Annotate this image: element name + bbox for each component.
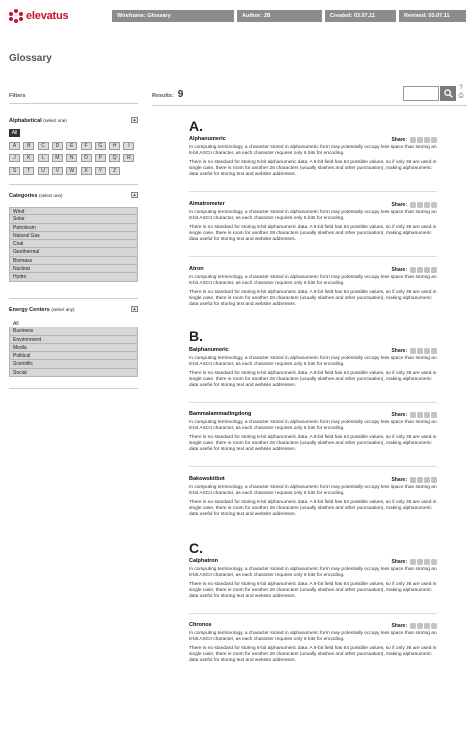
letter-filter-j[interactable]: J — [9, 154, 20, 162]
section-letter: C. — [189, 540, 203, 556]
energy-centers-hint: (select any) — [51, 307, 75, 312]
letter-filter-o[interactable]: O — [81, 154, 92, 162]
entry-description: There is no standard for storing 6-bit alphanumeric data. A 6-bit field has 64 possible values, so if only 36 are used in single case, there is room for another 28 characters (usually slashes and other punctuation), making alphanumeric data useful for storing text and website addresses. — [189, 371, 437, 388]
letter-filter-i[interactable]: I — [123, 142, 134, 150]
entry-description: In computing terminology, a character stored in alphanumeric form may potentially occupy less space than storing an 8-bit ASCII character, as each character requires only 6 bits for encoding. — [189, 420, 437, 431]
share-icon[interactable] — [431, 202, 437, 208]
divider — [189, 613, 437, 614]
share-label: Share: — [391, 136, 407, 143]
letter-filter-d[interactable]: D — [52, 142, 63, 150]
share-label: Share: — [391, 347, 407, 354]
filters-label: Filters — [9, 93, 26, 99]
share-icon[interactable] — [417, 623, 423, 629]
divider — [189, 466, 437, 467]
share-icon[interactable] — [424, 202, 430, 208]
section-letter: A. — [189, 118, 203, 134]
filter-item-media[interactable]: Media — [9, 344, 138, 352]
categories-title: Categories — [9, 193, 38, 199]
share-icon[interactable] — [410, 348, 416, 354]
entry-term: Calphatron — [189, 558, 219, 564]
entry-description: In computing terminology, a character stored in alphanumeric form may potentially occupy less space than storing an 8-bit ASCII character, as each character requires only 6 bits for encoding. — [189, 210, 437, 221]
share-label: Share: — [391, 411, 407, 418]
glossary-entry — [189, 135, 437, 178]
filter-item-environment[interactable]: Environment — [9, 336, 138, 344]
created-date: Created: 03.07.11 — [325, 10, 397, 22]
share-icon[interactable] — [431, 559, 437, 565]
share-label: Share: — [391, 266, 407, 273]
share-controls — [391, 557, 437, 566]
divider — [9, 298, 138, 299]
categories-list — [9, 207, 138, 282]
divider — [152, 105, 467, 106]
share-icon[interactable] — [431, 412, 437, 418]
filter-item-natural-gas[interactable]: Natural Gas — [9, 232, 138, 240]
share-icon[interactable] — [424, 559, 430, 565]
letter-filter-l[interactable]: L — [38, 154, 49, 162]
entry-term: Chronos — [189, 622, 212, 628]
share-icon[interactable] — [417, 348, 423, 354]
filter-item-solar[interactable]: Solar — [9, 215, 138, 223]
search-icon — [444, 89, 453, 98]
wireframe-title: Wireframe: Glossary — [112, 10, 235, 22]
section-letter: B. — [189, 328, 203, 344]
entry-term: Alphanumeric — [189, 136, 226, 142]
share-icon[interactable] — [431, 477, 437, 483]
entry-description: In computing terminology, a character stored in alphanumeric form may potentially occupy less space than storing an 8-bit ASCII character, as each character requires only 6 bits for encoding. — [189, 356, 437, 367]
letter-filter-a[interactable]: A — [9, 142, 20, 150]
collapse-icon[interactable]: ▲ — [132, 117, 137, 122]
categories-heading — [9, 193, 138, 199]
divider — [189, 402, 437, 403]
letter-filter-u[interactable]: U — [38, 167, 49, 175]
letter-filter-w[interactable]: W — [66, 167, 77, 175]
glossary-entry — [189, 475, 437, 518]
letter-filter-p[interactable]: P — [95, 154, 106, 162]
share-icon[interactable] — [417, 202, 423, 208]
letter-filter-x[interactable]: X — [81, 167, 92, 175]
share-icon[interactable] — [431, 348, 437, 354]
page-title: Glossary — [9, 53, 52, 64]
search-button[interactable] — [440, 86, 456, 101]
glossary-entry — [189, 621, 437, 664]
logo[interactable] — [9, 9, 68, 23]
divider — [9, 184, 138, 185]
share-icon[interactable] — [410, 412, 416, 418]
filter-item-wind[interactable]: Wind — [9, 207, 138, 215]
results-label: Results: — [152, 93, 174, 99]
entry-description: There is no standard for storing 6-bit alphanumeric data. A 6-bit field has 64 possible values, so if only 36 are used in single case, there is room for another 28 characters (usually slashes and other punctuation), making alphanumeric data useful for storing text and website addresses. — [189, 582, 437, 599]
glossary-entry — [189, 346, 437, 389]
glossary-entry — [189, 410, 437, 453]
entry-description: There is no standard for storing 6-bit alphanumeric data. A 6-bit field has 64 possible values, so if only 36 are used in single case, there is room for another 28 characters (usually slashes and other punctuation), making alphanumeric data useful for storing text and website addresses. — [189, 435, 437, 452]
entry-term: Bakowskitbot — [189, 476, 225, 482]
results-summary — [152, 89, 183, 100]
letter-filter-n[interactable]: N — [66, 154, 77, 162]
letter-filter-m[interactable]: M — [52, 154, 63, 162]
divider — [9, 388, 138, 389]
letter-filter-f[interactable]: F — [81, 142, 92, 150]
entry-description: There is no standard for storing 6-bit alphanumeric data. A 6-bit field has 64 possible values, so if only 36 are used in single case, there is room for another 28 characters (usually slashes and other punctuation), making alphanumeric data useful for storing text and website addresses. — [189, 225, 437, 242]
glossary-entry — [189, 557, 437, 600]
share-icon[interactable] — [431, 267, 437, 273]
share-icon[interactable] — [410, 137, 416, 143]
entry-description: In computing terminology, a character stored in alphanumeric form may potentially occupy less space than storing an 8-bit ASCII character, as each character requires only 6 bits for encoding. — [189, 145, 437, 156]
letter-filter-y[interactable]: Y — [95, 167, 106, 175]
share-icon[interactable] — [417, 137, 423, 143]
energy-centers-heading — [9, 307, 138, 313]
share-icon[interactable] — [424, 412, 430, 418]
letter-filter-e[interactable]: E — [66, 142, 77, 150]
energy-centers-title: Energy Centers — [9, 307, 50, 313]
share-label: Share: — [391, 201, 407, 208]
letter-filter-h[interactable]: H — [109, 142, 120, 150]
print-icon[interactable]: ⎙ — [458, 93, 464, 99]
share-icon[interactable] — [417, 267, 423, 273]
energy-centers-list — [9, 319, 138, 377]
alphabetical-hint: (select one) — [43, 118, 67, 123]
entry-term: Balphanumeric — [189, 347, 229, 353]
share-controls — [391, 475, 437, 484]
share-controls — [391, 135, 437, 144]
share-label: Share: — [391, 622, 407, 629]
entry-description: There is no standard for storing 6-bit alphanumeric data. A 6-bit field has 64 possible values, so if only 36 are used in single case, there is room for another 28 characters (usually slashes and other punctuation), making alphanumeric data useful for storing text and website addresses. — [189, 646, 437, 663]
share-label: Share: — [391, 476, 407, 483]
filter-item-all[interactable]: All — [9, 319, 138, 327]
share-icon[interactable] — [417, 412, 423, 418]
entry-description: There is no standard for storing 6-bit alphanumeric data. A 6-bit field has 64 possible values, so if only 36 are used in single case, there is room for another 28 characters (usually slashes and other punctuation), making alphanumeric data useful for storing text and website addresses. — [189, 160, 437, 177]
divider — [189, 256, 437, 257]
share-icon[interactable] — [410, 267, 416, 273]
logo-text: elevatus — [26, 10, 69, 22]
collapse-icon[interactable]: ▲ — [132, 192, 137, 197]
letter-filter-t[interactable]: T — [23, 167, 34, 175]
filter-item-geothermal[interactable]: Geothermal — [9, 248, 138, 256]
filter-item-hydro[interactable]: Hydro — [9, 273, 138, 281]
entry-description: In computing terminology, a character stored in alphanumeric form may potentially occupy less space than storing an 8-bit ASCII character, as each character requires only 6 bits for encoding. — [189, 567, 437, 578]
letter-filter-all[interactable]: All — [9, 129, 20, 137]
share-controls — [391, 265, 437, 274]
entry-description: In computing terminology, a character stored in alphanumeric form may potentially occupy less space than storing an 8-bit ASCII character, as each character requires only 6 bits for encoding. — [189, 631, 437, 642]
filter-item-petroleum[interactable]: Petroleum — [9, 224, 138, 232]
entry-term: Atron — [189, 266, 204, 272]
glossary-entry — [189, 200, 437, 243]
letter-filter-r[interactable]: R — [123, 154, 134, 162]
share-controls — [391, 200, 437, 209]
letter-filter-c[interactable]: C — [38, 142, 49, 150]
letter-filter-v[interactable]: V — [52, 167, 63, 175]
results-count: 9 — [177, 89, 184, 100]
share-icon[interactable] — [417, 559, 423, 565]
author-label: Author: JB — [237, 10, 323, 22]
filter-item-biomass[interactable]: Biomass — [9, 257, 138, 265]
alphabetical-heading — [9, 118, 138, 124]
share-icon[interactable] — [424, 137, 430, 143]
share-icon[interactable] — [424, 623, 430, 629]
share-controls — [391, 621, 437, 630]
letter-filter-b[interactable]: B — [23, 142, 34, 150]
filter-item-political[interactable]: Political — [9, 352, 138, 360]
share-icon[interactable] — [417, 477, 423, 483]
filter-item-nuclear[interactable]: Nuclear — [9, 265, 138, 273]
revised-date: Revised: 03.07.11 — [399, 10, 467, 22]
collapse-icon[interactable]: ▲ — [132, 306, 137, 311]
letter-filter-z[interactable]: Z — [109, 167, 120, 175]
help-icon[interactable]: ? — [459, 85, 463, 91]
filter-item-scientific[interactable]: Scientific — [9, 360, 138, 368]
share-icon[interactable] — [410, 623, 416, 629]
logo-icon — [9, 9, 23, 23]
search-input[interactable] — [403, 86, 439, 101]
divider — [189, 191, 437, 192]
entry-term: Bammalammadingdong — [189, 411, 252, 417]
share-icon[interactable] — [410, 559, 416, 565]
share-controls — [391, 346, 437, 355]
share-icon[interactable] — [424, 477, 430, 483]
share-label: Share: — [391, 558, 407, 565]
share-icon[interactable] — [431, 623, 437, 629]
letter-filter-q[interactable]: Q — [109, 154, 120, 162]
entry-description: In computing terminology, a character stored in alphanumeric form may potentially occupy less space than storing an 8-bit ASCII character, as each character requires only 6 bits for encoding. — [189, 275, 437, 286]
entry-term: Almatrometer — [189, 201, 225, 207]
entry-description: There is no standard for storing 6-bit alphanumeric data. A 6-bit field has 64 possible values, so if only 36 are used in single case, there is room for another 28 characters (usually slashes and other punctuation), making alphanumeric data useful for storing text and website addresses. — [189, 290, 437, 307]
share-icon[interactable] — [431, 137, 437, 143]
share-icon[interactable] — [424, 348, 430, 354]
filter-item-coal[interactable]: Coal — [9, 240, 138, 248]
share-icon[interactable] — [424, 267, 430, 273]
share-controls — [391, 410, 437, 419]
share-icon[interactable] — [410, 477, 416, 483]
categories-hint: (select one) — [38, 193, 63, 198]
letter-filter-k[interactable]: K — [23, 154, 34, 162]
entry-description: There is no standard for storing 6-bit alphanumeric data. A 6-bit field has 64 possible values, so if only 36 are used in single case, there is room for another 28 characters (usually slashes and other punctuation), making alphanumeric data useful for storing text and website addresses. — [189, 500, 437, 517]
alphabetical-title: Alphabetical — [9, 118, 42, 124]
letter-filter-s[interactable]: S — [9, 167, 20, 175]
entry-description: In computing terminology, a character stored in alphanumeric form may potentially occupy less space than storing an 8-bit ASCII character, as each character requires only 6 bits for encoding. — [189, 485, 437, 496]
share-icon[interactable] — [410, 202, 416, 208]
divider — [9, 103, 138, 104]
filter-item-business[interactable]: Business — [9, 327, 138, 335]
filter-item-social[interactable]: Social — [9, 369, 138, 377]
letter-filter-g[interactable]: G — [95, 142, 106, 150]
glossary-entry — [189, 265, 437, 308]
